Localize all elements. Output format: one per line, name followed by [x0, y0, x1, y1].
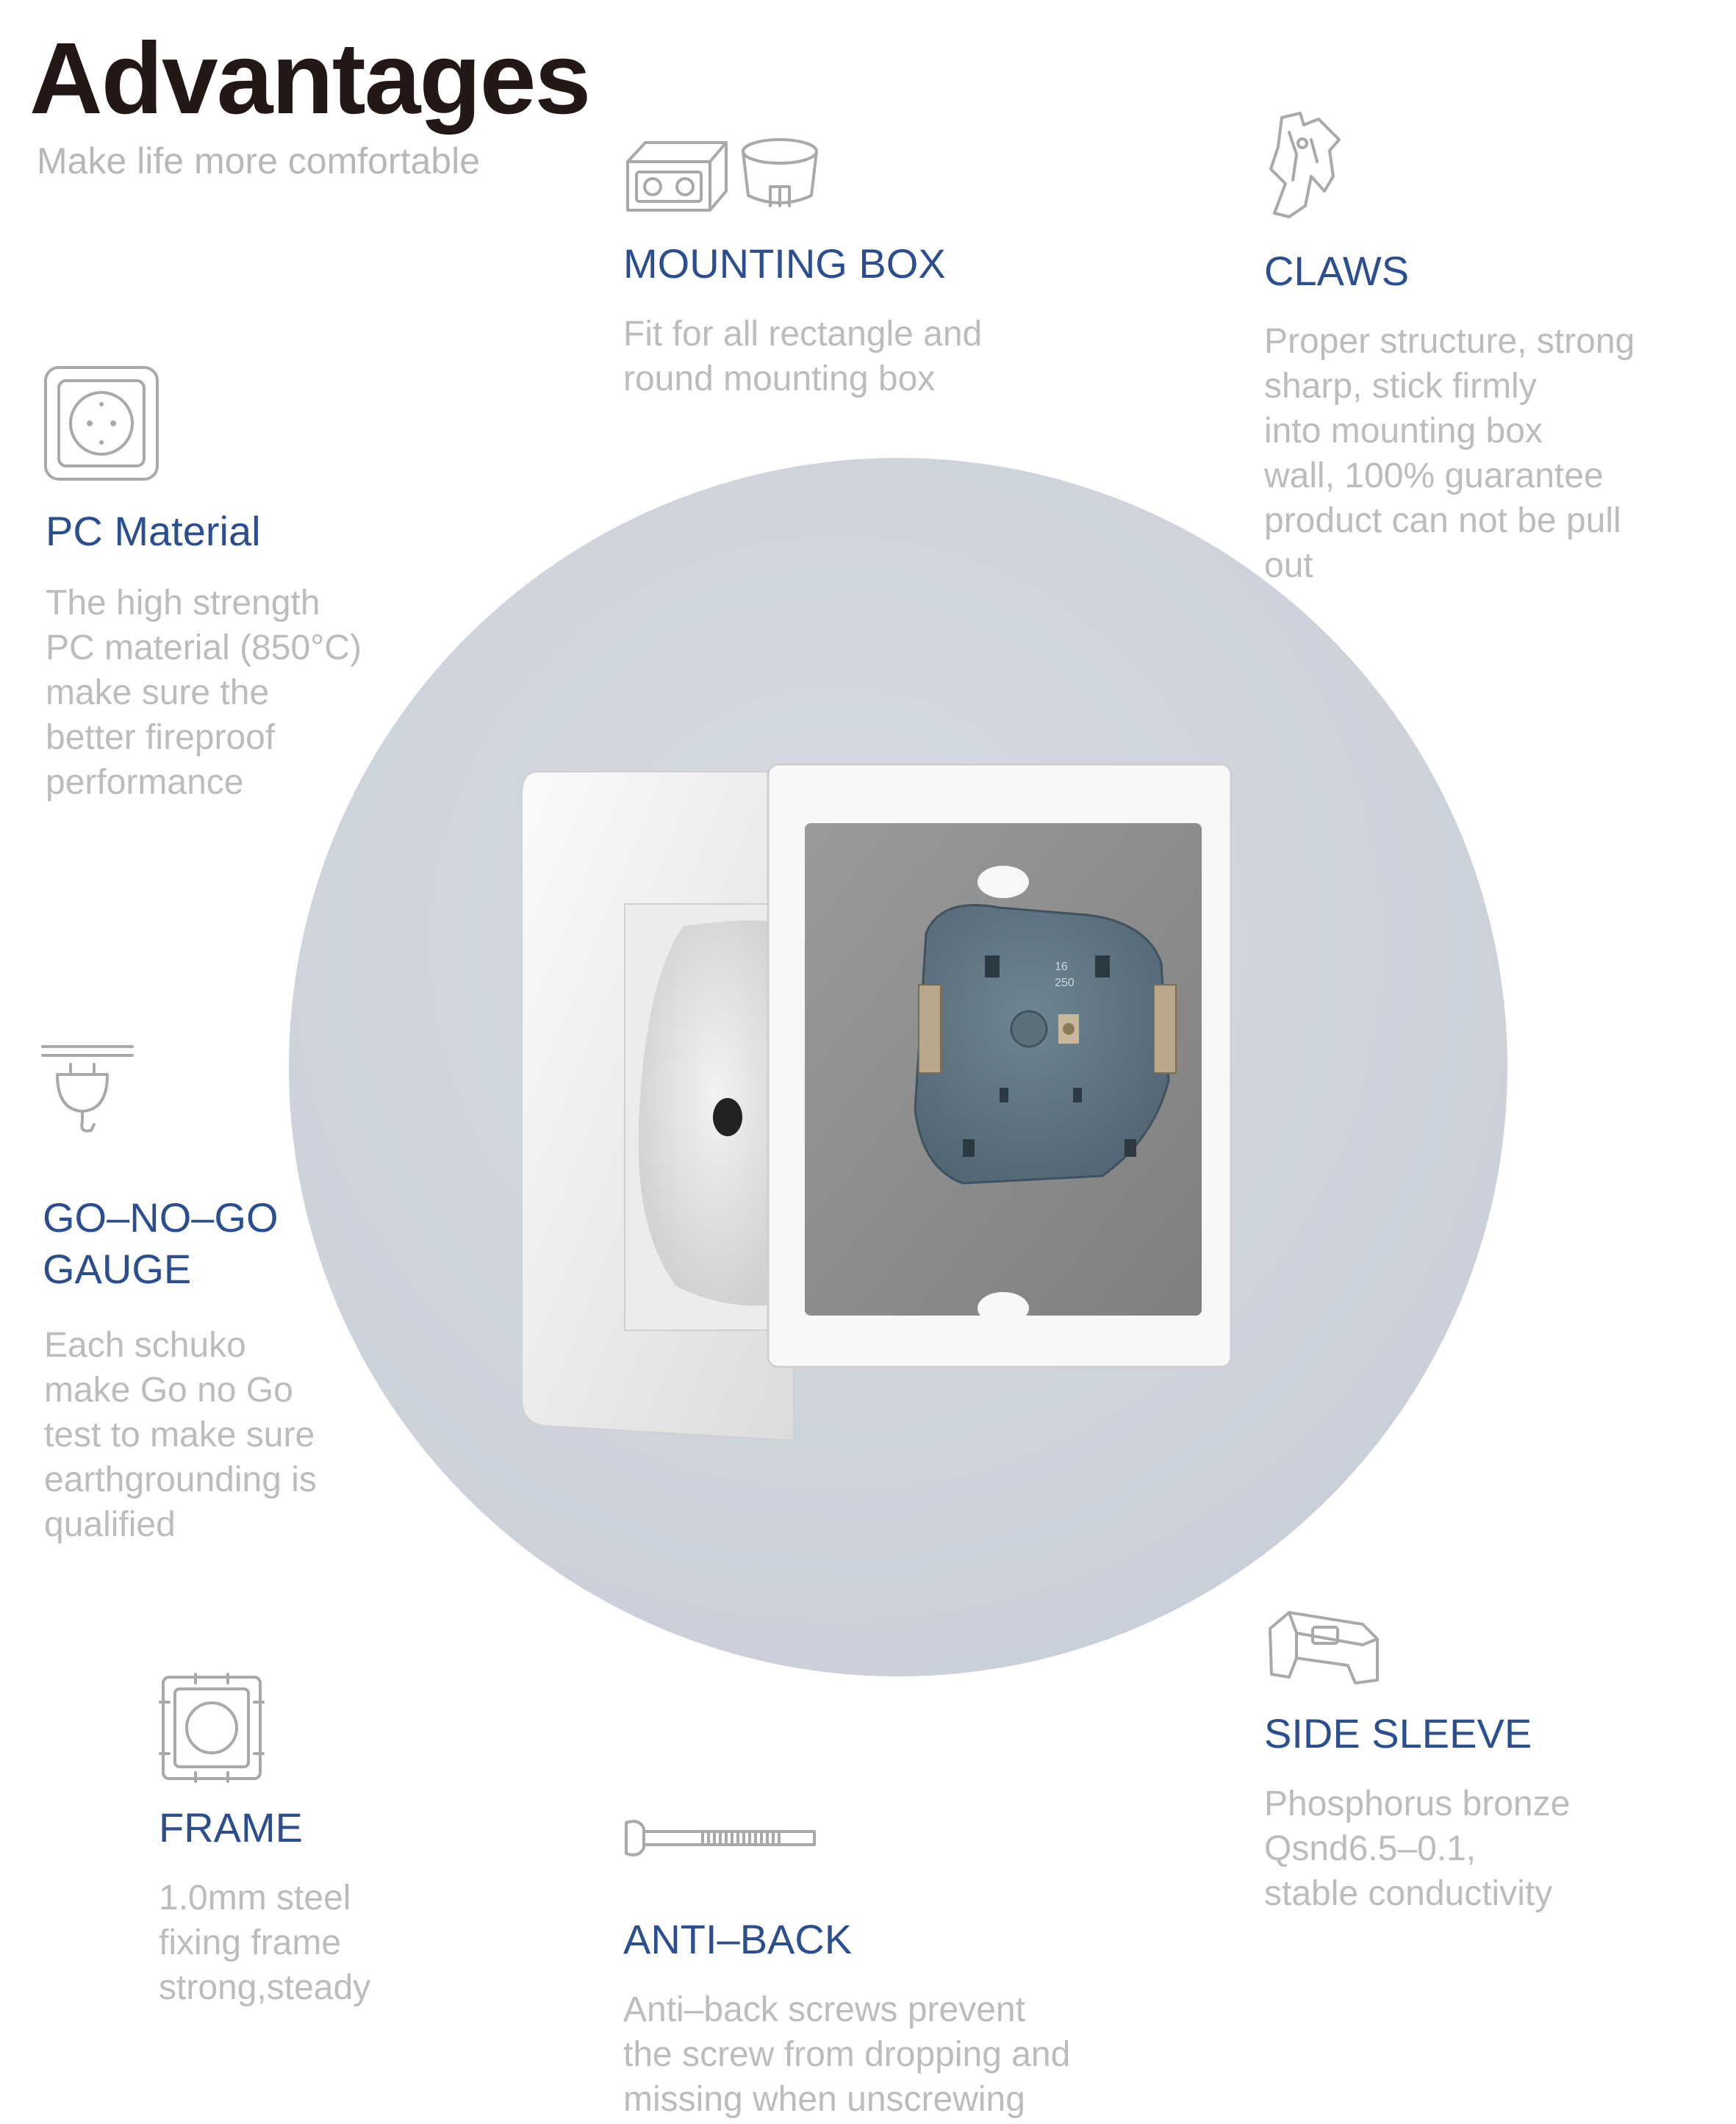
frame-icon — [159, 1673, 265, 1783]
mounting-box-desc: Fit for all rectangle and round mounting box — [623, 315, 983, 398]
rating-text-current: 16 — [1055, 961, 1068, 973]
plug-gauge-icon — [41, 1044, 137, 1139]
socket-outlet-icon — [43, 365, 160, 482]
frame-desc: 1.0mm steel fixing frame strong,steady — [159, 1879, 371, 2007]
side-sleeve-icon — [1267, 1607, 1385, 1687]
product-image — [514, 757, 1249, 1440]
mounting-box-icon — [623, 134, 822, 215]
side-sleeve-desc: Phosphorus bronze Qsnd6.5–0.1, stable conductivity — [1264, 1784, 1571, 1913]
anti-back-title: ANTI–BACK — [623, 1916, 853, 1962]
pc-material-desc: The high strength PC material (850°C) make sure the better fireproof performance — [46, 584, 362, 802]
gauge-title: GO–NO–GO GAUGE — [43, 1194, 279, 1292]
rating-text-voltage: 250 — [1055, 977, 1075, 989]
claws-icon — [1260, 110, 1348, 220]
anti-back-desc: Anti–back screws prevent the screw from dropping and missing when unscrewing — [623, 1990, 1071, 2119]
mounting-box-title: MOUNTING BOX — [623, 240, 946, 287]
claws-desc: Proper structure, strong sharp, stick firmly into mounting box wall, 100% guarantee product can not be pull out — [1264, 322, 1635, 585]
page-title: Advantages — [29, 22, 590, 135]
claws-title: CLAWS — [1264, 248, 1410, 294]
gauge-desc: Each schuko make Go no Go test to make sure earthgrounding is qualified — [44, 1326, 317, 1544]
side-sleeve-title: SIDE SLEEVE — [1264, 1710, 1532, 1757]
pc-material-title: PC Material — [46, 508, 261, 554]
frame-title: FRAME — [159, 1804, 303, 1851]
screw-icon — [622, 1815, 820, 1861]
page-subtitle: Make life more comfortable — [37, 140, 481, 182]
